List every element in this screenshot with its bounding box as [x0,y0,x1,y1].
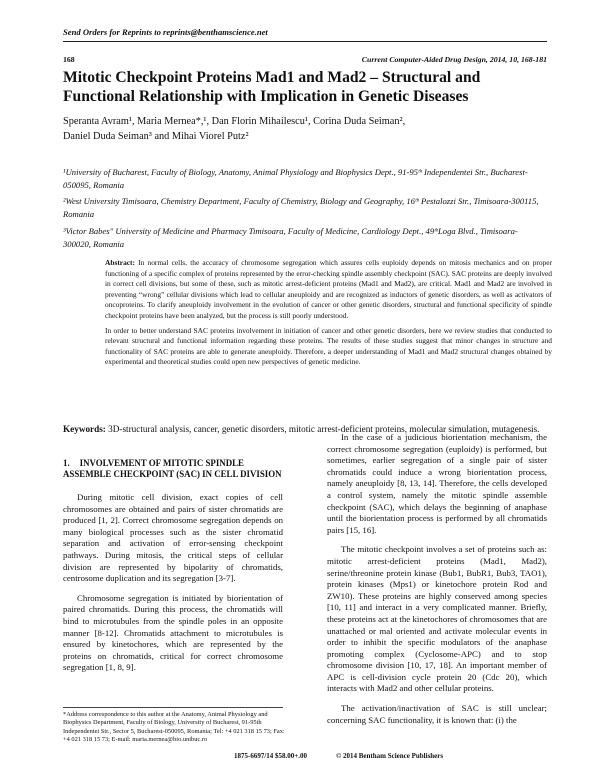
page-number: 168 [63,55,75,64]
right-column [327,432,547,734]
journal-citation: Current Computer-Aided Drug Design, 2014, 10, 168-181 [361,55,547,64]
abstract-para-2: In order to better understand SAC proteins involvement in initiation of cancer and other genetic disorders, here we review studies that conducted to relevant structural and functional information regarding these proteins. The results of these studies suggest that minor changes in structure and functionality of SAC proteins are able to generate aneuploidy. Therefore, a deeper understanding of Mad1 and Mad2 structural changes obtained by experimental and theoretical studies could open new perspectives of genetic medicine. [105,325,552,367]
article-title: Mitotic Checkpoint Proteins Mad1 and Mad2 – Structural and Functional Relationship with Implication in Genetic Diseases [63,69,481,105]
abstract-label: Abstract: [105,258,135,267]
header-rule [63,41,547,42]
body-paragraph: The activation/inactivation of SAC is still unclear; concerning SAC functionality, it is known that: (i) the [327,703,547,725]
copyright-notice: © 2014 Bentham Science Publishers [336,752,444,760]
reprints-notice: Send Orders for Reprints to reprints@benthamscience.net [63,27,268,37]
body-paragraph: In the case of a judicious biorientation mechanism, the correct chromosome segregation (euploidy) is performed, but sometimes, earlier segregation of a single pair of sister chromatids could induce a wrong biorientation process, namely aneuploidy [8, 13, 14]. Therefore, the cells developed a control system, namely the mitotic spindle assemble checkpoint (SAC), which delays the beginning of anaphase until the biorientation process is performed by all chromatids pairs [15, 16]. [327,432,547,535]
abstract-para-1 [105,258,552,322]
footnote-rule [63,707,283,708]
author-list [63,114,543,144]
issn-price: 1875-6697/14 $58.00+.00 [234,752,308,760]
keywords-label: Keywords: [63,424,106,434]
affiliation-1: ¹University of Bucharest, Faculty of Biology, Anatomy, Animal Physiology and Biophysics Dept., 91-95ᵗʰ Independentei Str., Bucharest-050095, Romania [63,167,528,190]
body-paragraph: During mitotic cell division, exact copies of cell chromosomes are obtained and pairs of sister chromatids are produced [1, 2]. Correct chromosome segregation depends on many biological processes such as the sister chromatid separation and activation of error-sensing checkpoint pathways. During mitosis, the critical steps of cellular division are represented by bipolarity of chromatids, centrosome duplication and its segregation [3-7]. [63,492,283,584]
section-number: 1. [63,458,70,468]
section-heading [63,458,283,480]
section-title: INVOLVEMENT OF MITOTIC SPINDLE ASSEMBLE CHECKPOINT (SAC) IN CELL DIVISION [63,458,282,479]
abstract-text-1: In normal cells, the accuracy of chromosome segregation which assures cells euploidy depends on mitosis mechanics and on proper functioning of a specific complex of proteins represented by the error-checking spindle assembly checkpoint (SAC). SAC proteins are deeply involved in correct cell divisions, but some of these, such as mitotic arrest-deficient proteins (Mad1 and Mad2), are critical. Mad1 and Mad2 are involved in preventing “wrong” cellular divisions which lead to cellular aneuploidy and are recognized as inductors of genetic disorders, as well as activators of oncoproteins. To clarify aneuploidy involvement in the evolution of cancer or other genetic disorders, structural and functional specificity of spindle checkpoint proteins have been analyzed, but the process is still poorly understood. [105,258,552,320]
affiliation-3: ³Victor Babes" University of Medicine and Pharmacy Timisoara, Faculty of Medicine, Cardiology Dept., 49ᵗʰLoga Blvd., Timisoara-300020, Romania [63,226,518,249]
author-line-2: Daniel Duda Seiman³ and Mihai Viorel Putz² [63,131,249,142]
body-paragraph: The mitotic checkpoint involves a set of proteins such as: mitotic arrest-deficient proteins (Mad1, Mad2), serine/threonine protein kinase (Bub1, BubR1, Bub3, TAO1), protein kinases (Mps1) or kinetochore protein Rod and ZW10). These proteins are highly conserved among species [10, 11] and interact in a very complicated manner. Briefly, these proteins act at the kinetochores of chromosomes that are unattached or mal oriented and activate molecular events in order to inhibit the specific modulators of the anaphase promoting complex (Cyclosome-APC) and to stop chromosome division [10, 17, 18]. An important member of APC is cell-division cycle protein 20 (Cdc 20), which interacts with Mad2 and other cellular proteins. [327,544,547,694]
correspondence-footnote: *Address correspondence to this author at the Anatomy, Animal Physiology and Biophysics Department, Faculty of Biology, University of Bucharest, 91-95th Independentei Str., Sector 5, Bucharest-050095, Romania; Tel: +4 021 318 15 73; Fax: +4 021 318 15 73; E-mail: maria.mernea@bio.unibuc.ro [63,711,285,744]
affiliation-2: ²West University Timisoara, Chemistry Department, Faculty of Chemistry, Biology and Geography, 16ᵗʰ Pestalozzi Str., Timisoara-300115, Romania [63,196,539,219]
left-column [63,492,283,682]
abstract [105,258,552,372]
author-line-1: Speranta Avram¹, Maria Mernea*,¹, Dan Florin Mihailescu¹, Corina Duda Seiman², [63,116,406,127]
body-paragraph: Chromosome segregation is initiated by biorientation of paired chromatids. During this process, the chromatids will bind to microtubules from the spindle poles in an opposite manner [8-12]. Chromatids attachment to microtubules is ensured by kinetochores, which are represented by the proteins on chromatids, critical for correct chromosome segregation [1, 8, 9]. [63,592,283,673]
keywords-text: 3D-structural analysis, cancer, genetic disorders, mitotic arrest-deficient proteins, molecular simulation, mutagenesis. [108,424,540,434]
